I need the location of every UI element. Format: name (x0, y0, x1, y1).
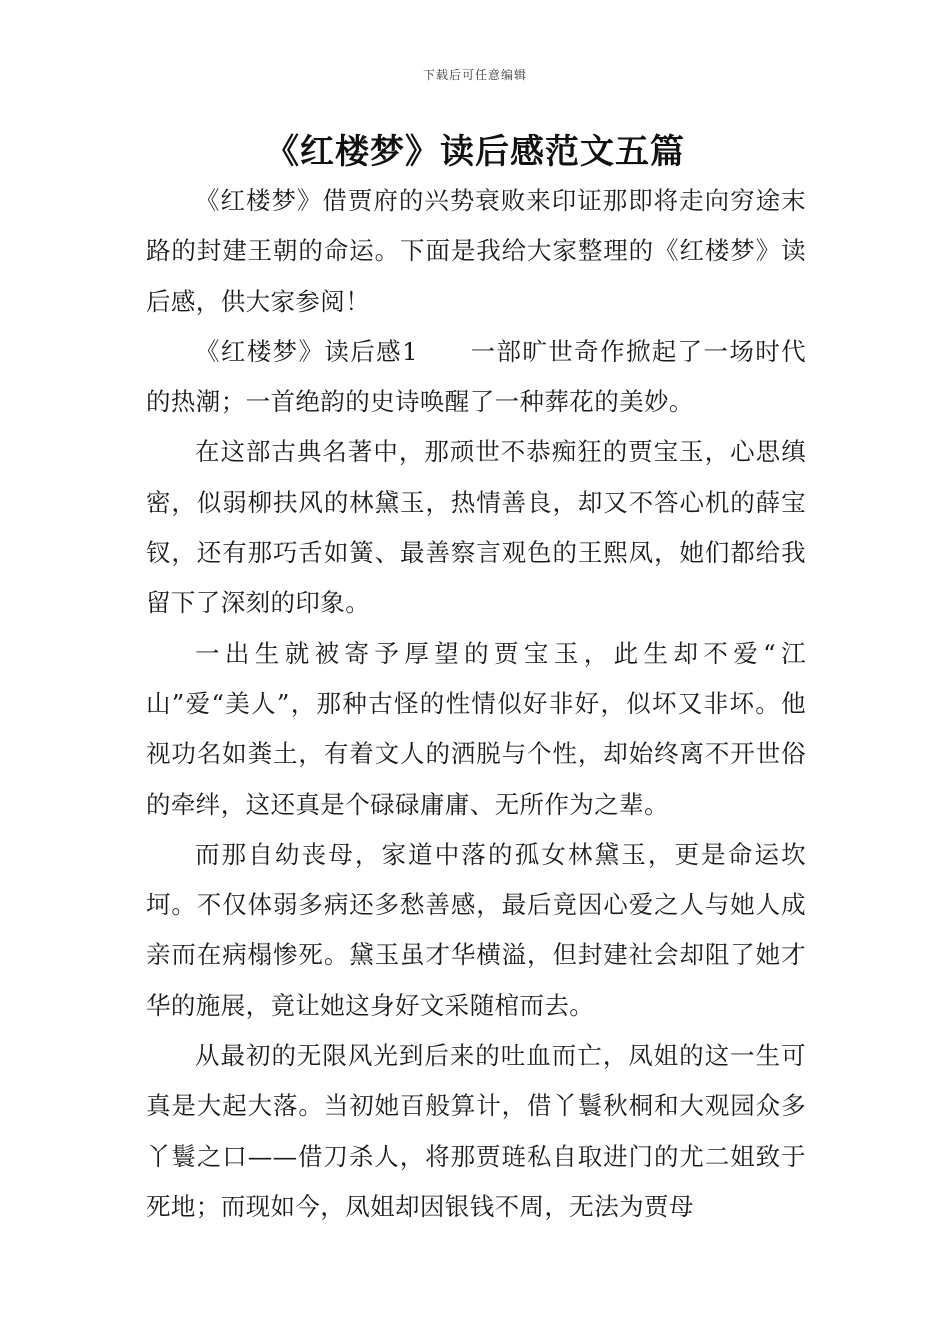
header-note: 下载后可任意编辑 (422, 68, 527, 82)
paragraph-fengjie: 从最初的无限风光到后来的吐血而亡，凤姐的这一生可真是大起大落。当初她百般算计，借丫鬟秋桐和大观园众多丫鬟之口——借刀杀人，将那贾琏私自取进门的尤二姐致于死地；而现如今，凤姐却因银钱不周，无法为贾母 (146, 1041, 806, 1221)
paragraph-intro: 《红楼梦》借贾府的兴势衰败来印证那即将走向穷途末路的封建王朝的命运。下面是我给大家整理的《红楼梦》读后感，供大家参阅！ (146, 186, 806, 316)
paragraph-baoyu: 一出生就被寄予厚望的贾宝玉，此生却不爱“江山”爱“美人”，那种古怪的性情似好非好，似坏又非坏。他视功名如粪土，有着文人的洒脱与个性，却始终离不开世俗的牵绊，这还真是个碌碌庸庸、无所作为之辈。 (146, 638, 806, 819)
document-body (146, 176, 806, 1232)
paragraph-essay-1-opening: 《红楼梦》读后感1 一部旷世奇作掀起了一场时代的热潮；一首绝韵的史诗唤醒了一种葬花的美妙。 (146, 336, 806, 417)
document-title: 《红楼梦》读后感范文五篇 (265, 132, 685, 172)
paragraph-daiyu: 而那自幼丧母，家道中落的孤女林黛玉，更是命运坎坷。不仅体弱多病还多愁善感，最后竟因心爱之人与她人成亲而在病榻惨死。黛玉虽才华横溢，但封建社会却阻了她才华的施展，竟让她这身好文采随棺而去。 (146, 839, 806, 1020)
paragraph-characters: 在这部古典名著中，那顽世不恭痴狂的贾宝玉，心思缜密，似弱柳扶风的林黛玉，热情善良，却又不答心机的薛宝钗，还有那巧舌如簧、最善察言观色的王熙凤，她们都给我留下了深刻的印象。 (146, 437, 806, 618)
